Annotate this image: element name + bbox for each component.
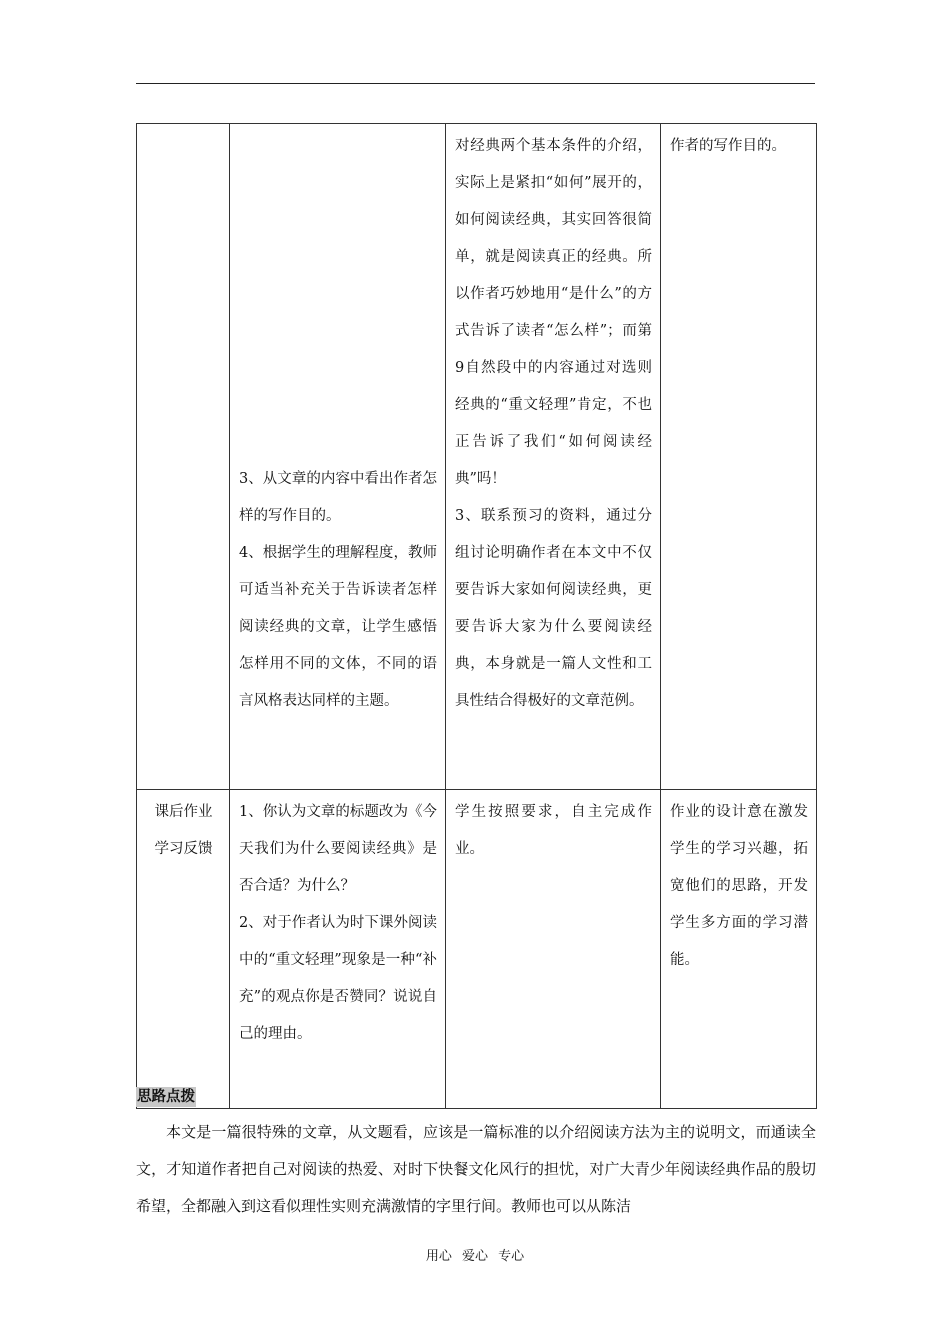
table-row: [137, 790, 817, 1109]
student-para-2: 3、联系预习的资料，通过分组讨论明确作者在本文中不仅要告诉大家如何阅读经典，更要告诉大家为什么要阅读经典，本身就是一篇人文性和工具性结合得极好的文章范例。: [455, 508, 652, 709]
section-paragraph: 本文是一篇很特殊的文章，从文题看，应该是一篇标准的以介绍阅读方法为主的说明文，而通读全文，才知道作者把自己对阅读的热爱、对时下快餐文化风行的担忧，对广大青少年阅读经典作品的殷切希望，全都融入到这看似理性实则充满激情的字里行间。教师也可以从陈洁: [136, 1123, 816, 1215]
teacher-item-3: 3、从文章的内容中看出作者怎样的写作目的。: [239, 471, 437, 524]
homework-intent-cell: 作业的设计意在激发学生的学习兴趣，拓宽他们的思路，开发学生多方面的学习潜能。: [661, 790, 817, 1109]
homework-cell: [230, 790, 446, 1109]
homework-student-cell: 学生按照要求，自主完成作业。: [446, 790, 661, 1109]
section-title: 思路点拨: [137, 1089, 195, 1105]
stage-label-line-2: 学习反馈: [154, 841, 213, 857]
header-rule: [136, 83, 815, 84]
table-row: [137, 124, 817, 790]
stage-label-cell: [137, 790, 230, 1109]
page-footer: 用心 爱心 专心: [425, 1249, 525, 1264]
design-intent-cell: 作者的写作目的。: [661, 124, 817, 790]
homework-item-1: 1、你认为文章的标题改为《今天我们为什么要阅读经典》是否合适？为什么？: [239, 804, 437, 894]
student-para-1: 对经典两个基本条件的介绍，实际上是紧扣“如何”展开的，如何阅读经典，其实回答很简单，就是阅读真正的经典。所以作者巧妙地用“是什么”的方式告诉了读者“怎么样”；而第9自然段中的内容通过对选则经典的“重文轻理”肯定，不也正告诉了我们“如何阅读经典”吗！: [455, 138, 652, 487]
homework-item-2: 2、对于作者认为时下课外阅读中的“重文轻理”现象是一种“补充”的观点你是否赞同？说说自己的理由。: [239, 915, 437, 1042]
teacher-item-4: 4、根据学生的理解程度，教师可适当补充关于告诉读者怎样阅读经典的文章，让学生感悟怎样用不同的文体，不同的语言风格表达同样的主题。: [239, 545, 437, 709]
stage-label-line-1: 课后作业: [154, 804, 213, 820]
stage-cell-empty: [137, 124, 230, 790]
student-activity-cell: [446, 124, 661, 790]
teacher-activity-cell: [230, 124, 446, 790]
lesson-plan-table: [136, 123, 817, 1109]
